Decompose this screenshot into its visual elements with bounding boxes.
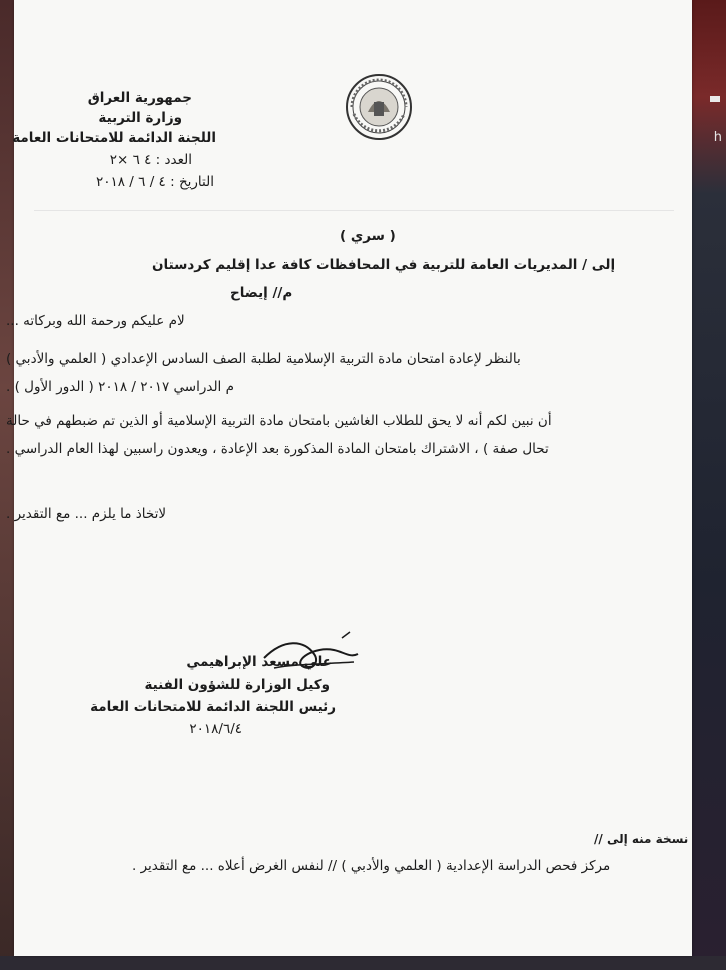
header-date: التاريخ : ٤ / ٦ / ٢٠١٨ xyxy=(95,174,214,190)
ministry-seal-icon xyxy=(344,72,414,142)
copy-to-line: مركز فحص الدراسة الإعدادية ( العلمي والأدبي ) // لنفس الغرض أعلاه ... مع التقدير . xyxy=(132,858,611,874)
photo-background-right xyxy=(692,0,726,970)
signatory-date: ٢٠١٨/٦/٤ xyxy=(189,721,242,737)
paragraph-1-line-1: بالنظر لإعادة امتحان مادة التربية الإسلامية لطلبة الصف السادس الإعدادي ( العلمي والأدبي ) xyxy=(6,351,521,367)
divider xyxy=(34,210,674,211)
signatory-name: علي مسعد الإبراهيمي xyxy=(186,654,332,670)
header-country: جمهورية العراق xyxy=(87,90,192,106)
paragraph-2-line-1: أن نبين لكم أنه لا يحق للطلاب الغاشين بامتحان مادة التربية الإسلامية أو الذين تم ضبطهم في حالة xyxy=(6,413,552,429)
background-letter: h xyxy=(713,130,722,145)
document-page xyxy=(6,0,692,956)
closing-line: لاتخاذ ما يلزم ... مع التقدير . xyxy=(6,506,167,522)
paragraph-1-line-2: م الدراسي ٢٠١٧ / ٢٠١٨ ( الدور الأول ) . xyxy=(6,379,234,395)
paragraph-2-line-2: تحال صفة ) ، الاشتراك بامتحان المادة المذكورة بعد الإعادة ، ويعدون راسبين لهذا العام الدراسي . xyxy=(6,441,549,457)
header-ministry: وزارة التربية xyxy=(98,110,182,126)
copy-to-heading: نسخة منه إلى // xyxy=(594,832,689,846)
subject: م// إيضاح xyxy=(230,285,293,301)
background-mark xyxy=(710,96,720,102)
classification-label: ( سري ) xyxy=(340,228,396,244)
signatory-title-2: رئيس اللجنة الدائمة للامتحانات العامة xyxy=(90,699,336,715)
photo-background-bottom xyxy=(0,956,726,970)
header-committee: اللجنة الدائمة للامتحانات العامة xyxy=(12,130,216,146)
header-number: العدد : ٤ ٦ ×٢ xyxy=(109,152,192,168)
addressee: إلى / المديريات العامة للتربية في المحافظات كافة عدا إقليم كردستان xyxy=(152,257,616,273)
signatory-title-1: وكيل الوزارة للشؤون الفنية xyxy=(144,677,330,693)
greeting: لام عليكم ورحمة الله وبركاته ... xyxy=(6,313,185,329)
